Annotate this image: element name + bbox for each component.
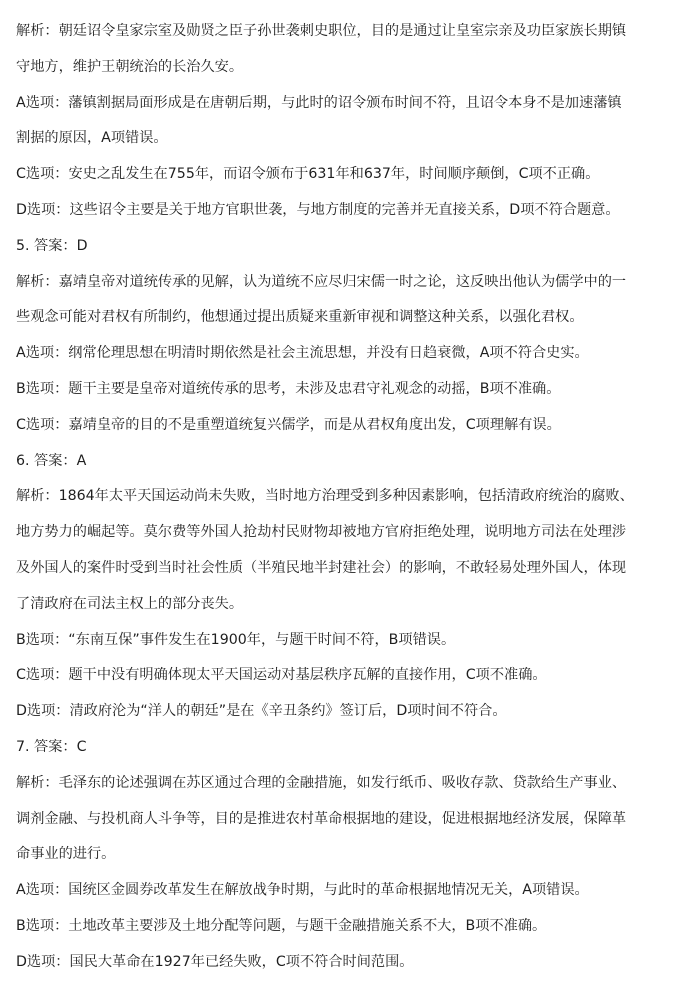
q6-analysis-line-2: 地方势力的崛起等。莫尔费等外国人抢劫村民财物却被地方官府拒绝处理，说明地方司法在处理涉	[16, 524, 627, 541]
q7-analysis-line-3: 命事业的进行。	[16, 846, 116, 863]
document-body	[16, 14, 678, 981]
q6-option-c: C选项：题干中没有明确体现太平天国运动对基层秩序瓦解的直接作用，C项不准确。	[16, 667, 547, 684]
q6-option-d: D选项：清政府沦为“洋人的朝廷”是在《辛丑条约》签订后，D项时间不符合。	[16, 703, 507, 720]
q7-option-b: B选项：土地改革主要涉及土地分配等问题，与题干金融措施关系不大，B项不准确。	[16, 917, 547, 934]
q7-analysis-line-1: 解析：毛泽东的论述强调在苏区通过合理的金融措施，如发行纸币、吸收存款、贷款给生产事业、	[16, 774, 627, 791]
q5-option-b: B选项：题干主要是皇帝对道统传承的思考，未涉及忠君守礼观念的动摇，B项不准确。	[16, 380, 561, 397]
q4-option-c: C选项：安史之乱发生在755年，而诏令颁布于631年和637年，时间顺序颠倒，C项不正确。	[16, 166, 600, 183]
q4-option-d: D选项：这些诏令主要是关于地方官职世袭，与地方制度的完善并无直接关系，D项不符合题意。	[16, 201, 620, 218]
q7-answer: 7. 答案：C	[16, 738, 87, 755]
q7-analysis-line-2: 调剂金融、与投机商人斗争等，目的是推进农村革命根据地的建设，促进根据地经济发展，保障革	[16, 810, 627, 827]
q5-option-a: A选项：纲常伦理思想在明清时期依然是社会主流思想，并没有日趋衰微，A项不符合史实。	[16, 345, 589, 362]
q6-option-b: B选项：“东南互保”事件发生在1900年，与题干时间不符，B项错误。	[16, 631, 456, 648]
q6-analysis-line-4: 了清政府在司法主权上的部分丧失。	[16, 595, 244, 612]
q5-option-c: C选项：嘉靖皇帝的目的不是重塑道统复兴儒学，而是从君权角度出发，C项理解有误。	[16, 416, 561, 433]
q5-analysis-line-2: 些观念可能对君权有所制约，他想通过提出质疑来重新审视和调整这种关系，以强化君权。	[16, 309, 584, 326]
q7-option-a: A选项：国统区金圆券改革发生在解放战争时期，与此时的革命根据地情况无关，A项错误。	[16, 882, 589, 899]
q4-option-a-line-1: A选项：藩镇割据局面形成是在唐朝后期，与此时的诏令颁布时间不符，且诏令本身不是加速藩镇	[16, 94, 622, 111]
q6-analysis-line-1: 解析：1864年太平天国运动尚未失败，当时地方治理受到多种因素影响，包括清政府统治的腐败、	[16, 488, 634, 505]
q4-option-a-line-2: 割据的原因，A项错误。	[16, 130, 168, 147]
q7-option-d: D选项：国民大革命在1927年已经失败，C项不符合时间范围。	[16, 953, 414, 970]
q5-analysis-line-1: 解析：嘉靖皇帝对道统传承的见解，认为道统不应尽归宋儒一时之论，这反映出他认为儒学中的一	[16, 273, 627, 290]
q6-analysis-line-3: 及外国人的案件时受到当时社会性质（半殖民地半封建社会）的影响，不敢轻易处理外国人，体现	[16, 559, 627, 576]
q4-analysis-line-2: 守地方，维护王朝统治的长治久安。	[16, 58, 244, 75]
q6-answer: 6. 答案：A	[16, 452, 87, 469]
q4-analysis-line-1: 解析：朝廷诏令皇家宗室及勋贤之臣子孙世袭刺史职位，目的是通过让皇室宗亲及功臣家族长期镇	[16, 23, 627, 39]
q5-answer: 5. 答案：D	[16, 237, 88, 254]
